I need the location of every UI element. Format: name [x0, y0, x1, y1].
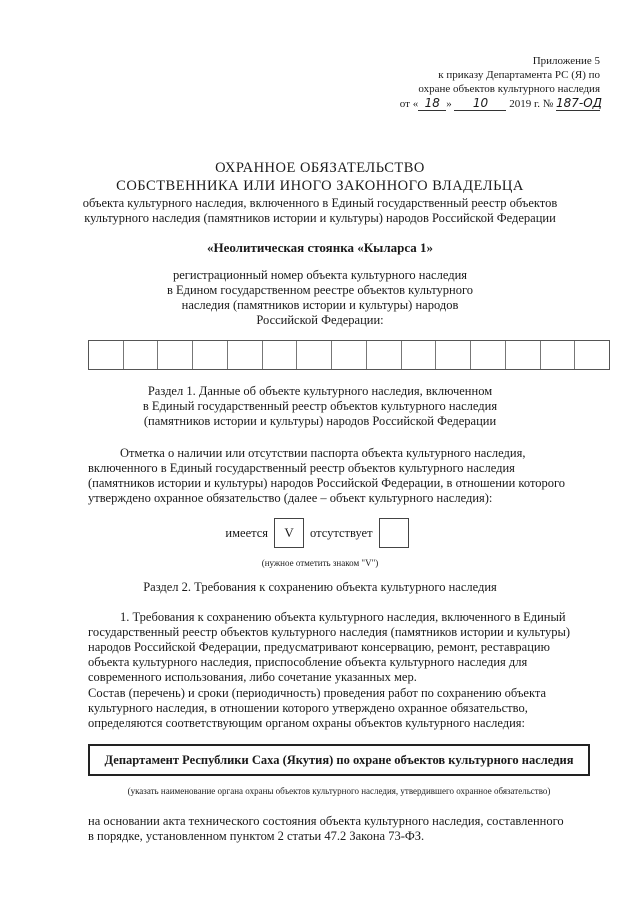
object-name: «Неолитическая стоянка «Кыларса 1» — [206, 240, 434, 255]
reg-cell[interactable] — [436, 341, 471, 369]
passport-para-line4: утверждено охранное обязательство (далее – объект культурного наследия): — [88, 491, 493, 505]
date-mid: » — [446, 98, 452, 110]
requirements-line2: государственный реестр объектов культурного наследия (памятников истории и культуры) — [88, 625, 571, 639]
reg-cell[interactable] — [471, 341, 506, 369]
authority-hint: (указать наименование органа охраны объектов культурного наследия, утвердившего охранное обязательство) — [127, 786, 551, 796]
authority-box — [88, 744, 590, 776]
requirements-line1: 1. Требования к сохранению объекта культурного наследия, включенного в Единый — [120, 610, 566, 624]
reg-cell[interactable] — [541, 341, 576, 369]
section1-heading-2: в Единый государственный реестр объектов культурного наследия — [142, 399, 498, 413]
composition-line2: культурного наследия, в отношении которого утверждено охранное обязательство, — [88, 701, 528, 715]
passport-para-line2: включенного в Единый государственный реестр объектов культурного наследия — [88, 461, 515, 475]
passport-para-line3: (памятников истории и культуры) народов Российской Федерации, в отношении которого — [88, 476, 566, 490]
present-checkbox[interactable]: V — [274, 518, 304, 548]
composition-line1: Состав (перечень) и сроки (периодичность) проведения работ по сохранению объекта — [88, 686, 547, 700]
appendix-title: Приложение 5 — [532, 55, 600, 67]
registration-label-2: в Едином государственном реестре объектов культурного — [166, 283, 474, 297]
reg-cell[interactable] — [367, 341, 402, 369]
section2-heading: Раздел 2. Требования к сохранению объекта культурного наследия — [143, 580, 497, 594]
section1-heading-3: (памятников истории и культуры) народов Российской Федерации — [143, 414, 497, 428]
date-prefix: от « — [399, 98, 419, 110]
requirements-line3: народов Российской Федерации, предусматривают консервацию, ремонт, реставрацию — [88, 640, 550, 654]
requirements-line5: современного использования, либо сочетание указанных мер. — [88, 670, 417, 684]
reg-cell[interactable] — [506, 341, 541, 369]
order-number: 187-ОД — [556, 96, 603, 110]
basis-line2: в порядке, установленном пунктом 2 статьи 47.2 Закона 73-ФЗ. — [88, 829, 425, 843]
reg-cell[interactable] — [158, 341, 193, 369]
authority-name: Департамент Республики Саха (Якутия) по охране объектов культурного наследия — [104, 752, 574, 767]
registration-number-boxes[interactable] — [88, 340, 610, 370]
requirements-line4: объекта культурного наследия, приспособление объекта культурного наследия для — [88, 655, 528, 669]
reg-cell[interactable] — [228, 341, 263, 369]
reg-cell[interactable] — [402, 341, 437, 369]
appendix-department: охране объектов культурного наследия — [418, 83, 600, 95]
date-month: 10 — [454, 96, 506, 111]
basis-line1: на основании акта технического состояния объекта культурного наследия, составленного — [88, 814, 564, 828]
composition-line3: определяются соответствующим органом охраны объектов культурного наследия: — [88, 716, 526, 730]
registration-label-4: Российской Федерации: — [256, 313, 384, 327]
reg-cell[interactable] — [297, 341, 332, 369]
doc-subtitle-line4: культурного наследия (памятников истории и культуры) народов Российской Федерации — [84, 211, 556, 225]
passport-para-line1: Отметка о наличии или отсутствии паспорта объекта культурного наследия, — [120, 446, 526, 460]
reg-cell[interactable] — [124, 341, 159, 369]
doc-title: ОХРАННОЕ ОБЯЗАТЕЛЬСТВО — [215, 160, 425, 176]
section1-heading: Раздел 1. Данные об объекте культурного наследия, включенном — [147, 384, 493, 398]
absent-label: отсутствует — [310, 525, 373, 540]
reg-cell[interactable] — [193, 341, 228, 369]
present-label: имеется — [225, 525, 269, 540]
absent-checkbox[interactable] — [379, 518, 409, 548]
date-day: 18 — [418, 96, 446, 111]
date-year-label: 2019 г. № — [509, 98, 554, 110]
appendix-date-line — [399, 96, 603, 111]
check-hint: (нужное отметить знаком "V") — [261, 558, 379, 568]
appendix-order: к приказу Департамента РС (Я) по — [438, 69, 600, 81]
reg-cell[interactable] — [263, 341, 298, 369]
passport-check-row — [0, 518, 640, 548]
doc-subtitle: СОБСТВЕННИКА ИЛИ ИНОГО ЗАКОННОГО ВЛАДЕЛЬЦА — [116, 178, 524, 194]
reg-cell[interactable] — [575, 341, 609, 369]
reg-cell[interactable] — [332, 341, 367, 369]
appendix-header — [399, 54, 603, 111]
registration-label-3: наследия (памятников истории и культуры) народов — [181, 298, 459, 312]
doc-subtitle-line3: объекта культурного наследия, включенного в Единый государственный реестр объектов — [82, 196, 558, 210]
reg-cell[interactable] — [89, 341, 124, 369]
registration-label-1: регистрационный номер объекта культурного наследия — [172, 268, 468, 282]
